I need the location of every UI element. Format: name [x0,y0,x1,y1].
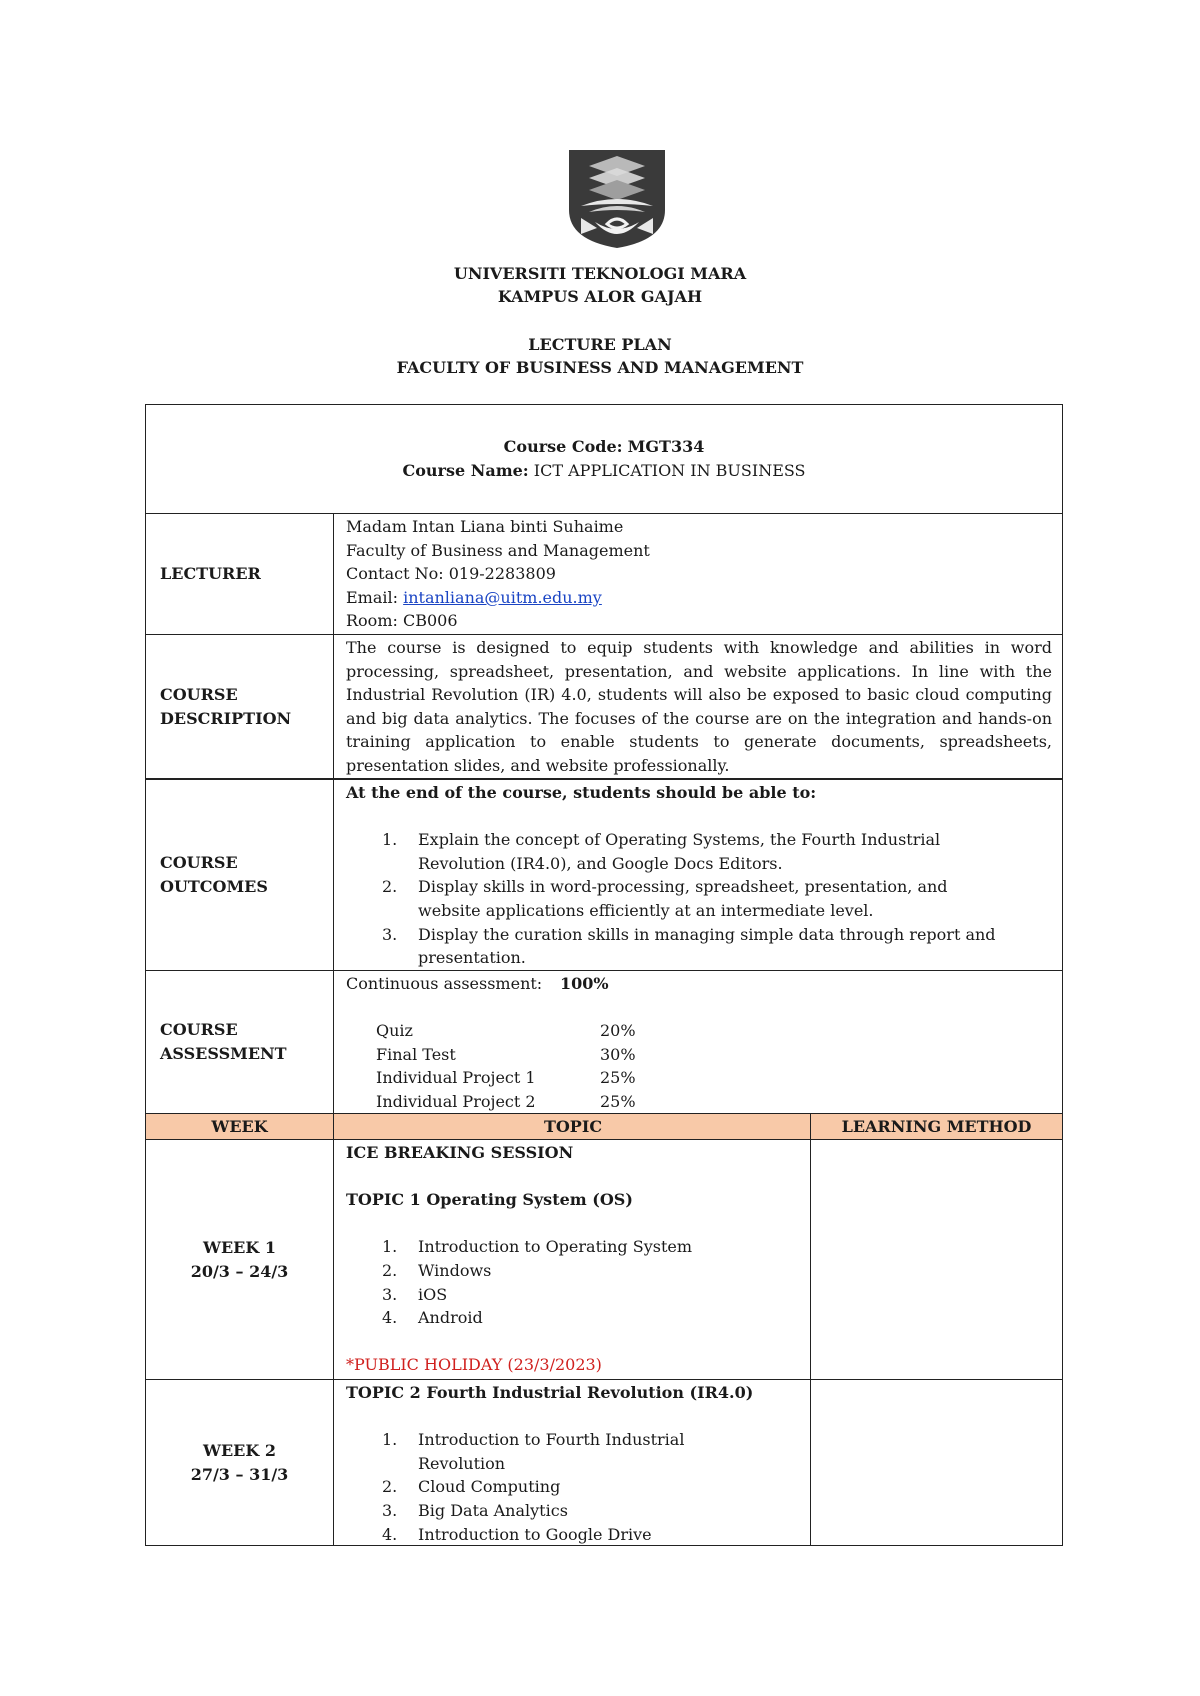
assessment-item: Individual Project 1 25% [376,1068,636,1088]
topic-column-header: TOPIC [334,1114,811,1139]
lecturer-label: LECTURER [146,514,334,634]
list-item: 2. Display skills in word-processing, spreadsheet, presentation, and website applications efficiently at an intermediate level. [382,877,948,920]
list-item: 3. Big Data Analytics [382,1500,568,1520]
outcomes-intro: At the end of the course, students should be able to: [346,783,817,802]
list-item: 1. Introduction to Fourth Industrial Revolution [382,1430,685,1473]
assessment-item: Individual Project 2 25% [376,1091,636,1111]
campus-name: KAMPUS ALOR GAJAH [497,287,703,306]
university-logo [567,148,667,250]
assessment-row [146,971,1062,1114]
week-cell: WEEK 2 27/3 – 31/3 [146,1380,334,1545]
week-cell: WEEK 1 20/3 – 24/3 [146,1140,334,1379]
list-item: 3. Display the curation skills in managing simple data through report and presentation. [382,924,996,968]
lecturer-faculty: Faculty of Business and Management [346,540,650,560]
list-item: 4. Introduction to Google Drive [382,1524,652,1544]
course-code-label: Course Code: [503,437,623,456]
learning-method-cell [811,1380,1062,1545]
lecturer-room: Room: CB006 [346,611,458,631]
public-holiday-note: *PUBLIC HOLIDAY (23/3/2023) [346,1355,602,1375]
lecturer-row [146,514,1062,635]
description-label: COURSE DESCRIPTION [146,635,334,778]
lecturer-contact: Contact No: 019-2283809 [346,564,556,584]
list-item: 4. Android [382,1308,483,1328]
institution-header [0,262,1200,308]
list-item: 2. Cloud Computing [382,1477,561,1497]
outcomes-label: COURSE OUTCOMES [146,780,334,970]
learning-method-cell [811,1140,1062,1379]
week1-topic-list [346,1235,800,1329]
list-item: 2. Windows [382,1260,492,1280]
week-column-header: WEEK [146,1114,334,1139]
email-label: Email: [346,587,399,607]
table-row [146,1380,1062,1546]
description-row [146,635,1062,780]
week1-intro: ICE BREAKING SESSION [346,1143,574,1162]
outcomes-row [146,780,1062,971]
table-row [146,1140,1062,1380]
assessment-item: Quiz 20% [376,1021,636,1041]
document-title: LECTURE PLAN [528,335,672,354]
assessment-total: Continuous assessment: 100% [346,974,609,993]
assessment-label: COURSE ASSESSMENT [146,971,334,1113]
week2-topic: TOPIC 2 Fourth Industrial Revolution (IR4.0) [346,1383,754,1402]
week1-topic: TOPIC 1 Operating System (OS) [346,1190,633,1210]
outcomes-list [346,828,1052,970]
course-name: ICT APPLICATION IN BUSINESS [533,461,806,480]
method-column-header: LEARNING METHOD [841,1117,1032,1136]
faculty-name: FACULTY OF BUSINESS AND MANAGEMENT [396,358,804,377]
description-text: The course is designed to equip students with knowledge and abilities in word processing, spreadsheet, presentation, and website applications. In line with the Industrial Revolution (IR) 4.0, students will also be exposed to basic cloud computing and big data analytics. The focuses of the course are on the integration and hands-on training application to enable students to generate documents, spreadsheets, presentation slides, and website professionally. [346,638,1052,775]
email-link[interactable]: intanliana@uitm.edu.my [403,587,602,607]
course-name-label: Course Name: [402,461,529,480]
schedule-header-row [146,1114,1062,1140]
university-name: UNIVERSITI TEKNOLOGI MARA [453,264,747,283]
list-item: 3. iOS [382,1284,448,1304]
course-header-row [146,405,1062,514]
assessment-item: Final Test 30% [376,1044,636,1064]
document-header [0,333,1200,379]
list-item: 1. Explain the concept of Operating Systems, the Fourth Industrial Revolution (IR4.0), and Google Docs Editors. [382,830,941,873]
course-code: MGT334 [627,437,705,456]
week2-topic-list [346,1428,800,1546]
lecturer-name: Madam Intan Liana binti Suhaime [346,517,624,536]
list-item: 1. Introduction to Operating System [382,1237,693,1257]
lecture-plan-table [145,404,1063,1546]
